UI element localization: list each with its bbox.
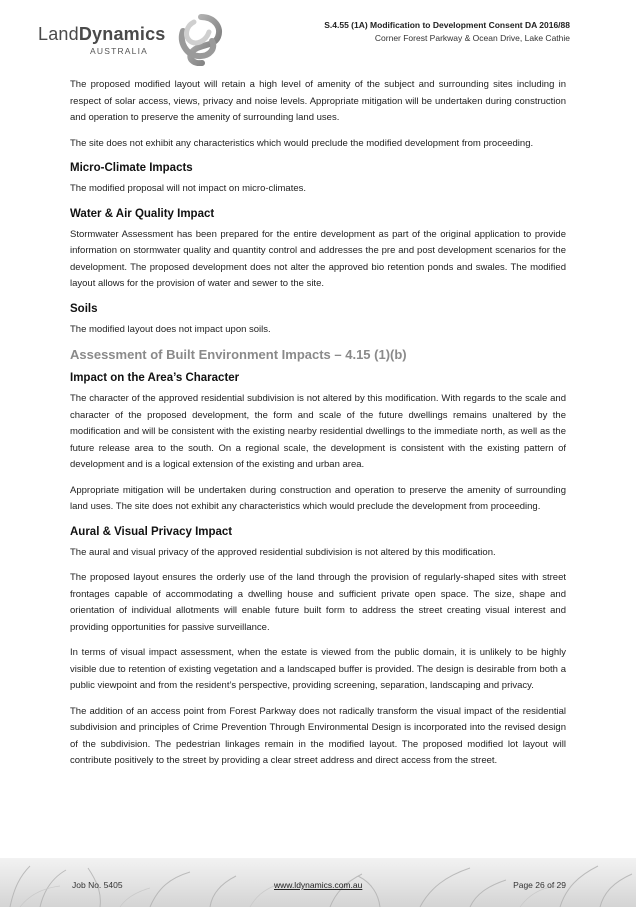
- logo-subtitle: AUSTRALIA: [90, 46, 149, 56]
- doc-ref-title: S.4.55 (1A) Modification to Development Consent DA 2016/88: [324, 20, 570, 30]
- section-heading-soils: Soils: [70, 302, 98, 315]
- page-header: [0, 0, 636, 70]
- page-content: [70, 77, 566, 779]
- document-reference: [324, 20, 570, 43]
- paragraph: Appropriate mitigation will be undertaken during construction and operation to preserve the amenity of surrounding land uses. The site does not exhibit any characteristics which would preclude the development from proceeding.: [70, 484, 566, 512]
- paragraph: The modified proposal will not impact on micro-climates.: [70, 183, 307, 194]
- company-logo: [38, 14, 248, 66]
- logo-wordmark: LandDynamics: [38, 24, 166, 44]
- footer-row: [0, 880, 636, 894]
- website-link[interactable]: www.ldynamics.com.au: [274, 880, 363, 890]
- paragraph: The proposed modified layout will retain a high level of amenity of the subject and surrounding sites including in respect of solar access, views, privacy and noise levels. Appropriate mitigation will be undertaken during construction and operation to preserve the amenity of surrounding land uses.: [70, 79, 566, 123]
- paragraph: The aural and visual privacy of the approved residential subdivision is not altered by this modification.: [70, 546, 496, 558]
- page-number: Page 26 of 29: [513, 880, 566, 890]
- page-footer: [0, 858, 636, 907]
- job-number: Job No. 5405: [72, 880, 123, 890]
- paragraph: The character of the approved residential subdivision is not altered by this modification. With regards to the scale and character of the proposed development, the form and scale of the future dwellings remains unaltered by the modification and will be consistent with the existing nearby residential dwellings to the immediate north, as well as the future release area to the south. On a regional scale, the development is consistent with the existing pattern of development and is a logical extension of the existing and urban area.: [70, 393, 566, 470]
- paragraph: The addition of an access point from Forest Parkway does not radically transform the visual impact of the residential subdivision and principles of Crime Prevention Through Environmental Design is incorporated into the revised design of the subdivision. The pedestrian linkages remain in the modified layout. The proposed modified lot layout will contribute positively to the street by providing a clear street address and direct access from the street.: [70, 705, 566, 766]
- paragraph: The site does not exhibit any characteristics which would preclude the modified development from proceeding.: [70, 137, 534, 149]
- paragraph: Stormwater Assessment has been prepared for the entire development as part of the original application to provide information on stormwater quality and quantity control and addresses the pre and post development scenarios for the development. The proposed development does not alter the approved bio retention ponds and swales. The modified layout allows for the provision of water and sewer to the site.: [70, 228, 566, 289]
- logo-knot-icon: [176, 14, 226, 66]
- major-heading-built-environment: Assessment of Built Environment Impacts – 4.15 (1)(b): [70, 347, 407, 362]
- section-heading-aural-visual: Aural & Visual Privacy Impact: [70, 525, 233, 538]
- paragraph: The proposed layout ensures the orderly use of the land through the provision of regularly-shaped sites with street frontages capable of accommodating a dwelling house and sufficient private open space. The size, shape and orientation of individual allotments will enable future built form to address the street creating visual interest and providing opportunities for passive surveillance.: [70, 572, 566, 633]
- section-heading-area-character: Impact on the Area’s Character: [70, 372, 240, 384]
- paragraph: The modified layout does not impact upon soils.: [70, 323, 271, 335]
- section-heading-micro-climate: Micro-Climate Impacts: [70, 162, 193, 174]
- doc-location: Corner Forest Parkway & Ocean Drive, Lake Cathie: [374, 33, 570, 43]
- section-heading-water-air: Water & Air Quality Impact: [70, 207, 215, 220]
- paragraph: In terms of visual impact assessment, when the estate is viewed from the public domain, it is unlikely to be highly visible due to retention of existing vegetation and a landscaped buffer is provided. The design is desirable from both a public viewpoint and from the resident’s perspective, providing screening, separation, landscaping and privacy.: [70, 647, 566, 691]
